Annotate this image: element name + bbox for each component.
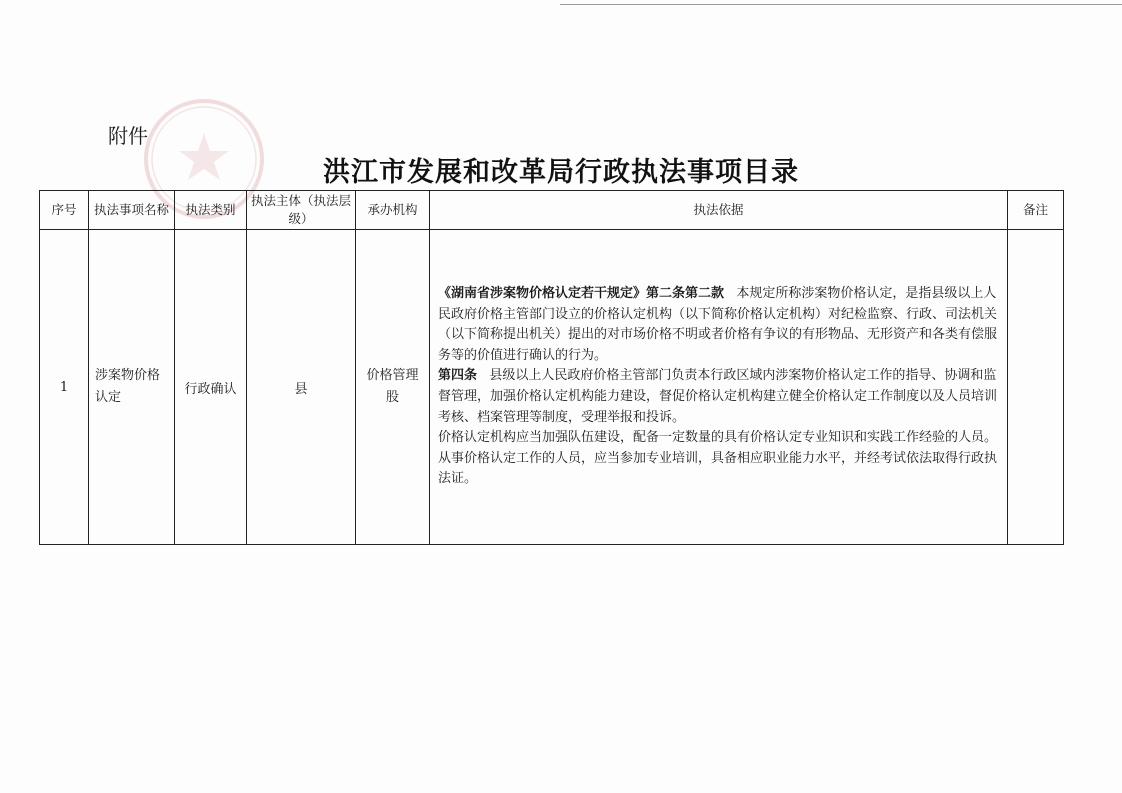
table-row (40, 230, 1064, 545)
cell-remark (1008, 230, 1064, 545)
cell-item-name: 涉案物价格认定 (89, 230, 175, 545)
basis-paragraph-2 (438, 366, 999, 428)
header-seq: 序号 (40, 191, 89, 230)
cell-agency: 价格管理股 (356, 230, 430, 545)
header-agency: 承办机构 (356, 191, 430, 230)
document-title: 洪江市发展和改革局行政执法事项目录 (323, 157, 799, 188)
enforcement-catalog-table (39, 190, 1064, 545)
scan-edge-line (560, 4, 1122, 5)
basis-p2-title: 第四条 (438, 368, 478, 384)
header-subject: 执法主体（执法层级） (247, 191, 356, 230)
basis-p2-text: 县级以上人民政府价格主管部门负责本行政区域内涉案物价格认定工作的指导、协调和监督管理，加强价格认定机构能力建设，督促价格认定机构建立健全价格认定工作制度以及人员培训考核、档案管理等制度，受理举报和投诉。 (438, 368, 998, 425)
header-basis: 执法依据 (430, 191, 1008, 230)
cell-seq: 1 (40, 230, 89, 545)
table-header-row (40, 191, 1064, 230)
basis-paragraph-1 (438, 284, 999, 366)
attachment-label: 附件 (108, 124, 148, 148)
header-category: 执法类别 (175, 191, 247, 230)
basis-p1-title: 《湖南省涉案物价格认定若干规定》第二条第二款 (438, 286, 725, 302)
cell-category: 行政确认 (175, 230, 247, 545)
basis-paragraph-3: 价格认定机构应当加强队伍建设，配备一定数量的具有价格认定专业知识和实践工作经验的人员。从事价格认定工作的人员，应当参加专业培训，具备相应职业能力水平，并经考试依法取得行政执法证。 (438, 430, 998, 487)
header-item-name: 执法事项名称 (89, 191, 175, 230)
basis-p1-text: 本规定所称涉案物价格认定，是指县级以上人民政府价格主管部门设立的价格认定机构（以下简称价格认定机构）对纪检监察、行政、司法机关（以下简称提出机关）提出的对市场价格不明或者价格有争议的有形物品、无形资产和各类有偿服务等的价值进行确认的行为。 (438, 286, 998, 363)
header-remark: 备注 (1008, 191, 1064, 230)
cell-basis (430, 230, 1008, 545)
cell-subject: 县 (247, 230, 356, 545)
